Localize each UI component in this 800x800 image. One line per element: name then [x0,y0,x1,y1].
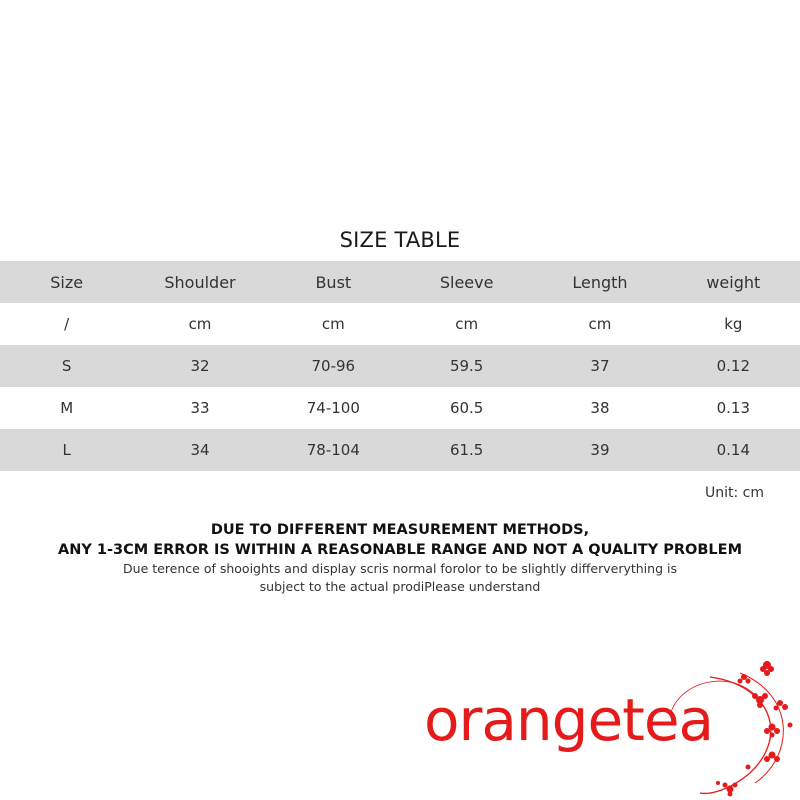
unit-cell: cm [455,315,479,333]
table-cell: 37 [590,357,610,375]
size-table-title: SIZE TABLE [339,228,461,252]
table-cell: S [61,357,72,375]
header-cell: Bust [315,272,352,292]
unit-cell: / [64,315,70,333]
size-table [0,261,800,471]
table-cell: 0.12 [716,357,750,375]
table-cell: 60.5 [449,399,484,417]
brand-logo [410,655,800,800]
header-cell: Size [50,272,84,292]
table-cell: 61.5 [449,441,484,459]
header-cell: weight [706,272,761,292]
unit-note: Unit: cm [704,485,764,501]
table-row [0,345,800,387]
table-units-row [0,303,800,345]
brand-logo-text: orangetea [424,686,714,754]
unit-cell: cm [321,315,345,333]
notice-line-1: DUE TO DIFFERENT MEASUREMENT METHODS, [210,522,590,538]
header-cell: Shoulder [164,272,236,292]
table-row [0,429,800,471]
measurement-notice [0,520,800,596]
table-cell: 78-104 [306,441,360,459]
notice-line-3: Due terence of shooights and display scris normal forolor to be slightly differverything is [123,561,677,576]
table-cell: 39 [590,441,610,459]
unit-cell: kg [724,315,743,333]
table-header-row [0,261,800,303]
table-cell: 0.13 [716,399,750,417]
table-cell: 74-100 [306,399,360,417]
table-cell: 38 [590,399,610,417]
table-cell: L [62,441,71,459]
table-cell: 0.14 [716,441,750,459]
notice-line-2: ANY 1-3CM ERROR IS WITHIN A REASONABLE RANGE AND NOT A QUALITY PROBLEM [58,542,742,558]
table-cell: 70-96 [311,357,356,375]
notice-line-4: subject to the actual prodiPlease understand [259,579,541,594]
unit-cell: cm [588,315,612,333]
header-cell: Sleeve [439,272,494,292]
table-row [0,387,800,429]
table-cell: M [60,399,74,417]
table-cell: 59.5 [449,357,484,375]
table-cell: 34 [190,441,210,459]
table-cell: 32 [190,357,210,375]
header-cell: Length [572,272,628,292]
table-cell: 33 [190,399,210,417]
unit-cell: cm [188,315,212,333]
